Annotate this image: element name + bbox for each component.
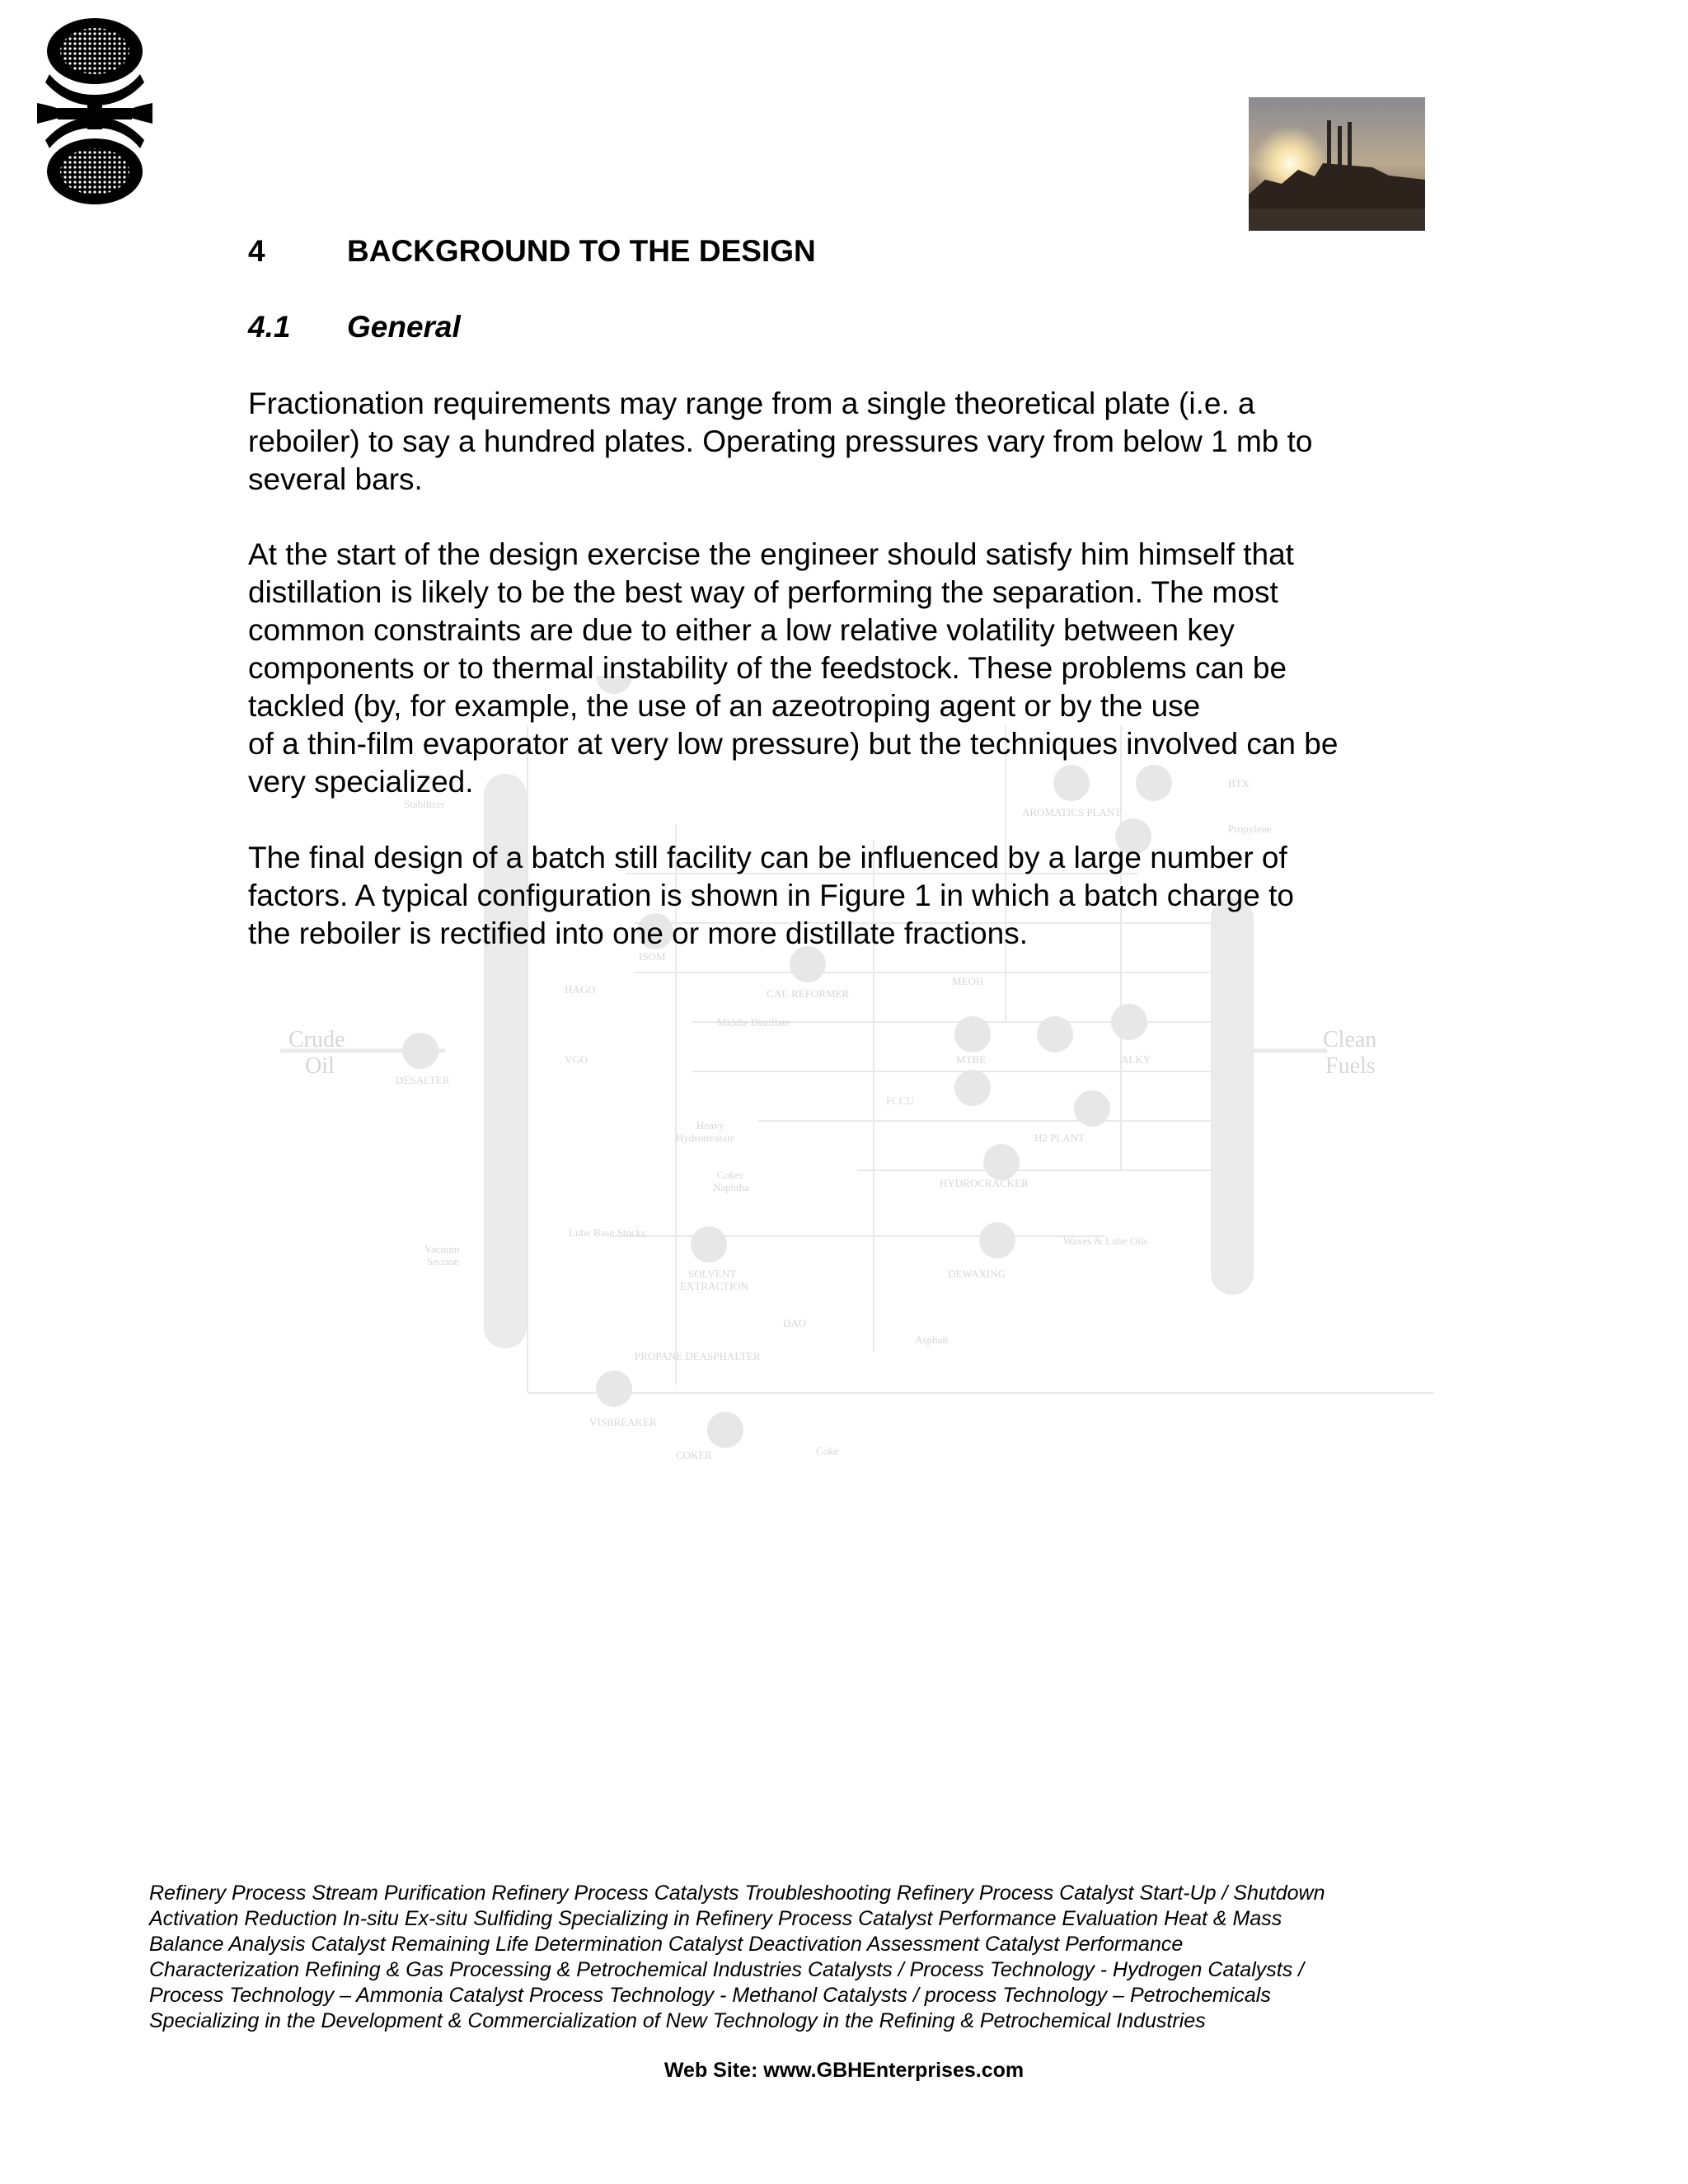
wm-hagd: HAGO (565, 983, 596, 996)
footer-line: Refinery Process Stream Purification Refinery Process Catalysts Troubleshooting Refinery Process Catalyst Start-Up / Shutdown (149, 1882, 1325, 1905)
section-heading (248, 234, 816, 269)
wm-solvent-1: SOLVENT (688, 1268, 737, 1280)
wm-coker-naphtha-1: Coker (717, 1169, 743, 1181)
wm-propane: PROPANE DEASPHALTER (635, 1350, 761, 1362)
paragraph-line: Fractionation requirements may range from a single theoretical plate (i.e. a (248, 387, 1255, 420)
paragraph-line: common constraints are due to either a low relative volatility between key (248, 613, 1235, 647)
wm-isom: ISOM (639, 950, 666, 963)
wm-vacuum-1: Vacuum (424, 1243, 460, 1255)
footer-line: Characterization Refining & Gas Processing & Petrochemical Industries Catalysts / Process Technology - Hydrogen Catalysts / (149, 1958, 1305, 1981)
wm-waxes: Waxes & Lube Oils (1063, 1235, 1148, 1247)
footer-line: Specializing in the Development & Commercialization of New Technology in the Refining & Petrochemical Industries (149, 2009, 1206, 2032)
subsection-title: General (347, 310, 461, 344)
wm-visbreaker: VISBREAKER (589, 1416, 657, 1428)
wm-asphalt: Asphalt (915, 1333, 949, 1346)
paragraph-line: factors. A typical configuration is shown in Figure 1 in which a batch charge to (248, 879, 1294, 912)
paragraph-design-exercise (248, 536, 1338, 801)
wm-vgo: VGO (565, 1053, 588, 1066)
wm-cat-reformer: CAT. REFORMER (767, 987, 850, 1000)
wm-fccu: FCCU (886, 1094, 914, 1107)
paragraph-line: the reboiler is rectified into one or more distillate fractions. (248, 916, 1028, 950)
section-title: BACKGROUND TO THE DESIGN (347, 234, 816, 268)
wm-stabilizer: Stabilizer (404, 798, 445, 810)
wm-dao: DAO (783, 1317, 807, 1329)
wm-mtbe: MTBE (956, 1053, 987, 1066)
wm-clean-2: Fuels (1325, 1053, 1376, 1079)
paragraph-line: components or to thermal instability of the feedstock. These problems can be (248, 651, 1287, 685)
wm-middle-distillate: Middle Distillate (717, 1016, 790, 1029)
footer-line: Balance Analysis Catalyst Remaining Life Determination Catalyst Deactivation Assessment Catalyst Performance (149, 1933, 1184, 1956)
paragraph-line: At the start of the design exercise the engineer should satisfy him himself that (248, 537, 1294, 571)
footer-line: Process Technology – Ammonia Catalyst Process Technology - Methanol Catalysts / process Technology – Petrochemicals (149, 1984, 1271, 2007)
paragraph-line: tackled (by, for example, the use of an azeotroping agent or by the use (248, 689, 1201, 723)
wm-propylene: Propylene (1228, 823, 1272, 835)
wm-coker-naphtha-2: Naphtha (713, 1181, 750, 1193)
wm-solvent-2: EXTRACTION (680, 1280, 749, 1292)
footer-services (149, 1881, 1325, 2034)
footer-line: Activation Reduction In-situ Ex-situ Sulfiding Specializing in Refinery Process Catalyst Performance Evaluation Heat & Mass (149, 1907, 1282, 1930)
wm-h2-plant: H2 PLANT (1034, 1132, 1085, 1144)
wm-heavy-1: Heavy (696, 1119, 724, 1132)
wm-btx: BTX (1228, 777, 1250, 790)
paragraph-fractionation (248, 385, 1313, 499)
section-number: 4 (248, 234, 265, 268)
paragraph-line: very specialized. (248, 765, 474, 799)
wm-desalter: DESALTER (396, 1074, 450, 1086)
wm-clean-1: Clean (1323, 1027, 1377, 1052)
company-logo (33, 16, 157, 206)
paragraph-line: reboiler) to say a hundred plates. Operating pressures vary from below 1 mb to (248, 424, 1313, 458)
wm-crude-2: Oil (305, 1053, 335, 1079)
subsection-number: 4.1 (248, 310, 291, 344)
paragraph-line: distillation is likely to be the best way of performing the separation. The most (248, 575, 1278, 609)
footer-website[interactable]: Web Site: www.GBHEnterprises.com (663, 2059, 1025, 2082)
wm-aromatics: AROMATICS PLANT (1022, 806, 1122, 818)
refinery-photo (1249, 97, 1425, 231)
wm-hydrocracker: HYDROCRACKER (940, 1177, 1029, 1189)
wm-alky: ALKY (1121, 1053, 1151, 1066)
subsection-heading (248, 310, 461, 344)
wm-crude-1: Crude (288, 1027, 345, 1052)
paragraph-batch-still (248, 839, 1294, 953)
wm-coker: COKER (676, 1449, 713, 1461)
wm-heavy-2: Hydrotreatate (676, 1132, 735, 1144)
wm-coke: Coke (816, 1445, 839, 1457)
wm-meoh: MEOH (952, 975, 984, 987)
wm-lube-base: Lube Base Stocks (569, 1226, 646, 1239)
paragraph-line: of a thin-film evaporator at very low pressure) but the techniques involved can be (248, 727, 1339, 761)
paragraph-line: The final design of a batch still facility can be influenced by a large number of (248, 841, 1287, 874)
paragraph-line: several bars. (248, 462, 423, 496)
wm-dewaxing: DEWAXING (948, 1268, 1006, 1280)
wm-vacuum-2: Section (427, 1255, 459, 1268)
